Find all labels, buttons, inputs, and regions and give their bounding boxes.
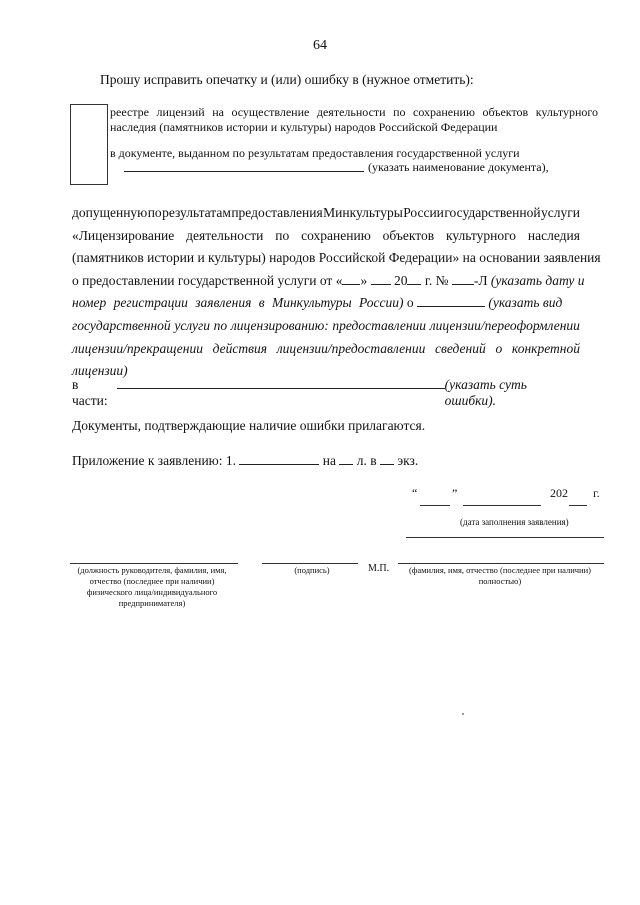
position-caption: (должность руководителя, фамилия, имя, отчество (последнее при наличии) физического лица/индивидуального предпринимателя) bbox=[77, 565, 227, 608]
text: экз. bbox=[393, 453, 419, 468]
stamp-label: М.П. bbox=[368, 563, 390, 574]
word: лицензии/переоформлении bbox=[429, 317, 580, 333]
paragraph-line-7 bbox=[72, 338, 580, 361]
application-month-field[interactable] bbox=[371, 273, 391, 285]
word: предоставлении bbox=[332, 317, 427, 333]
word: культурного bbox=[445, 227, 517, 243]
date-open-quote: “ bbox=[412, 486, 418, 500]
text: -Л bbox=[473, 272, 491, 288]
word: конкретной bbox=[511, 340, 580, 356]
word: по bbox=[147, 205, 162, 220]
extra-line bbox=[406, 537, 604, 538]
word: лицензии/предоставлении bbox=[276, 340, 426, 356]
application-number-field[interactable] bbox=[452, 273, 474, 285]
word: России bbox=[403, 205, 444, 220]
option-document-label: в документе, выданном по результатам предоставления государственной услуги bbox=[110, 146, 520, 160]
word: государственной bbox=[72, 317, 171, 333]
word: о bbox=[495, 340, 503, 356]
error-description-paragraph bbox=[72, 202, 601, 383]
word: услуги bbox=[174, 317, 211, 333]
paragraph-line-3: (памятников истории и культуры) народов Российской Федерации» на основании заявления bbox=[72, 250, 601, 266]
application-day-field[interactable] bbox=[342, 273, 360, 285]
word: деятельности bbox=[186, 227, 264, 243]
form-heading: Прошу исправить опечатку и (или) ошибку в (нужное отметить): bbox=[100, 72, 474, 87]
word: действия bbox=[212, 340, 268, 356]
document-name-hint: (указать наименование документа), bbox=[368, 160, 549, 174]
attachment-row bbox=[72, 453, 418, 469]
position-field[interactable] bbox=[70, 563, 238, 564]
word: по bbox=[275, 227, 290, 243]
date-year: 202 bbox=[550, 486, 568, 500]
document-name-field[interactable] bbox=[124, 160, 364, 172]
text: на bbox=[319, 453, 340, 468]
scan-dot bbox=[462, 713, 464, 715]
page-number: 64 bbox=[313, 38, 327, 53]
date-year-suffix: г. bbox=[593, 486, 600, 500]
word: объектов bbox=[382, 227, 435, 243]
paragraph-line-1 bbox=[72, 202, 580, 225]
word: Минкультуры bbox=[323, 205, 403, 220]
name-caption: (фамилия, имя, отчество (последнее при наличии) полностью) bbox=[409, 565, 591, 586]
part-hint: (указать суть ошибки). bbox=[444, 377, 527, 408]
word: лицензированию: bbox=[230, 317, 329, 333]
word: государственной bbox=[444, 205, 541, 220]
word: сохранению bbox=[301, 227, 371, 243]
word: сведений bbox=[435, 340, 486, 356]
paragraph-line-8: лицензии) bbox=[72, 363, 128, 379]
error-essence-field[interactable] bbox=[117, 377, 445, 389]
signature-caption: (подпись) bbox=[294, 565, 330, 575]
paragraph-line-4 bbox=[72, 270, 585, 293]
paragraph-line-6 bbox=[72, 315, 580, 338]
part-label: в части: bbox=[72, 377, 108, 408]
word: услуги bbox=[540, 205, 580, 220]
documents-note: Документы, подтверждающие наличие ошибки прилагаются. bbox=[72, 418, 426, 433]
option-registry-label: реестре лицензий на осуществление деятельности по сохранению объектов культурного наследия (памятников истории и культуры) народов Российской Федерации bbox=[110, 105, 598, 134]
text: о bbox=[403, 295, 417, 311]
full-name-field[interactable] bbox=[398, 563, 604, 564]
date-close-quote: ” bbox=[452, 486, 458, 500]
word: по bbox=[213, 317, 228, 333]
attachment-copies-field[interactable] bbox=[380, 453, 394, 465]
text: (указать вид bbox=[484, 295, 563, 311]
attachment-label: Приложение к заявлению: 1. bbox=[72, 453, 237, 468]
date-caption: (дата заполнения заявления) bbox=[460, 517, 569, 527]
word: «Лицензирование bbox=[72, 227, 175, 243]
text: г. № bbox=[421, 272, 452, 288]
error-part-row bbox=[72, 377, 580, 409]
text: л. в bbox=[353, 453, 380, 468]
text: » bbox=[360, 272, 371, 288]
text: (указать дату и bbox=[490, 272, 585, 288]
attachment-sheets-field[interactable] bbox=[339, 453, 353, 465]
date-month-field[interactable] bbox=[463, 505, 541, 506]
word: результатам bbox=[162, 205, 231, 220]
application-year-field[interactable] bbox=[407, 273, 421, 285]
service-type-field[interactable] bbox=[417, 295, 485, 307]
checkbox-registry[interactable] bbox=[70, 104, 108, 146]
paragraph-line-5 bbox=[72, 292, 580, 315]
text: 20 bbox=[390, 272, 408, 288]
word: допущенную bbox=[72, 205, 148, 220]
word: лицензии/прекращении bbox=[72, 340, 203, 356]
checkbox-document[interactable] bbox=[70, 144, 108, 185]
text: номер регистрации заявления в Минкультуры России) bbox=[72, 295, 404, 311]
signature-field[interactable] bbox=[262, 563, 358, 564]
attachment-name-field[interactable] bbox=[239, 453, 319, 465]
date-day-field[interactable] bbox=[420, 505, 450, 506]
text: о предоставлении государственной услуги от « bbox=[72, 272, 343, 288]
paragraph-line-2 bbox=[72, 225, 580, 248]
date-year-field[interactable] bbox=[569, 505, 587, 506]
word: наследия bbox=[527, 227, 580, 243]
word: предоставления bbox=[231, 205, 323, 220]
